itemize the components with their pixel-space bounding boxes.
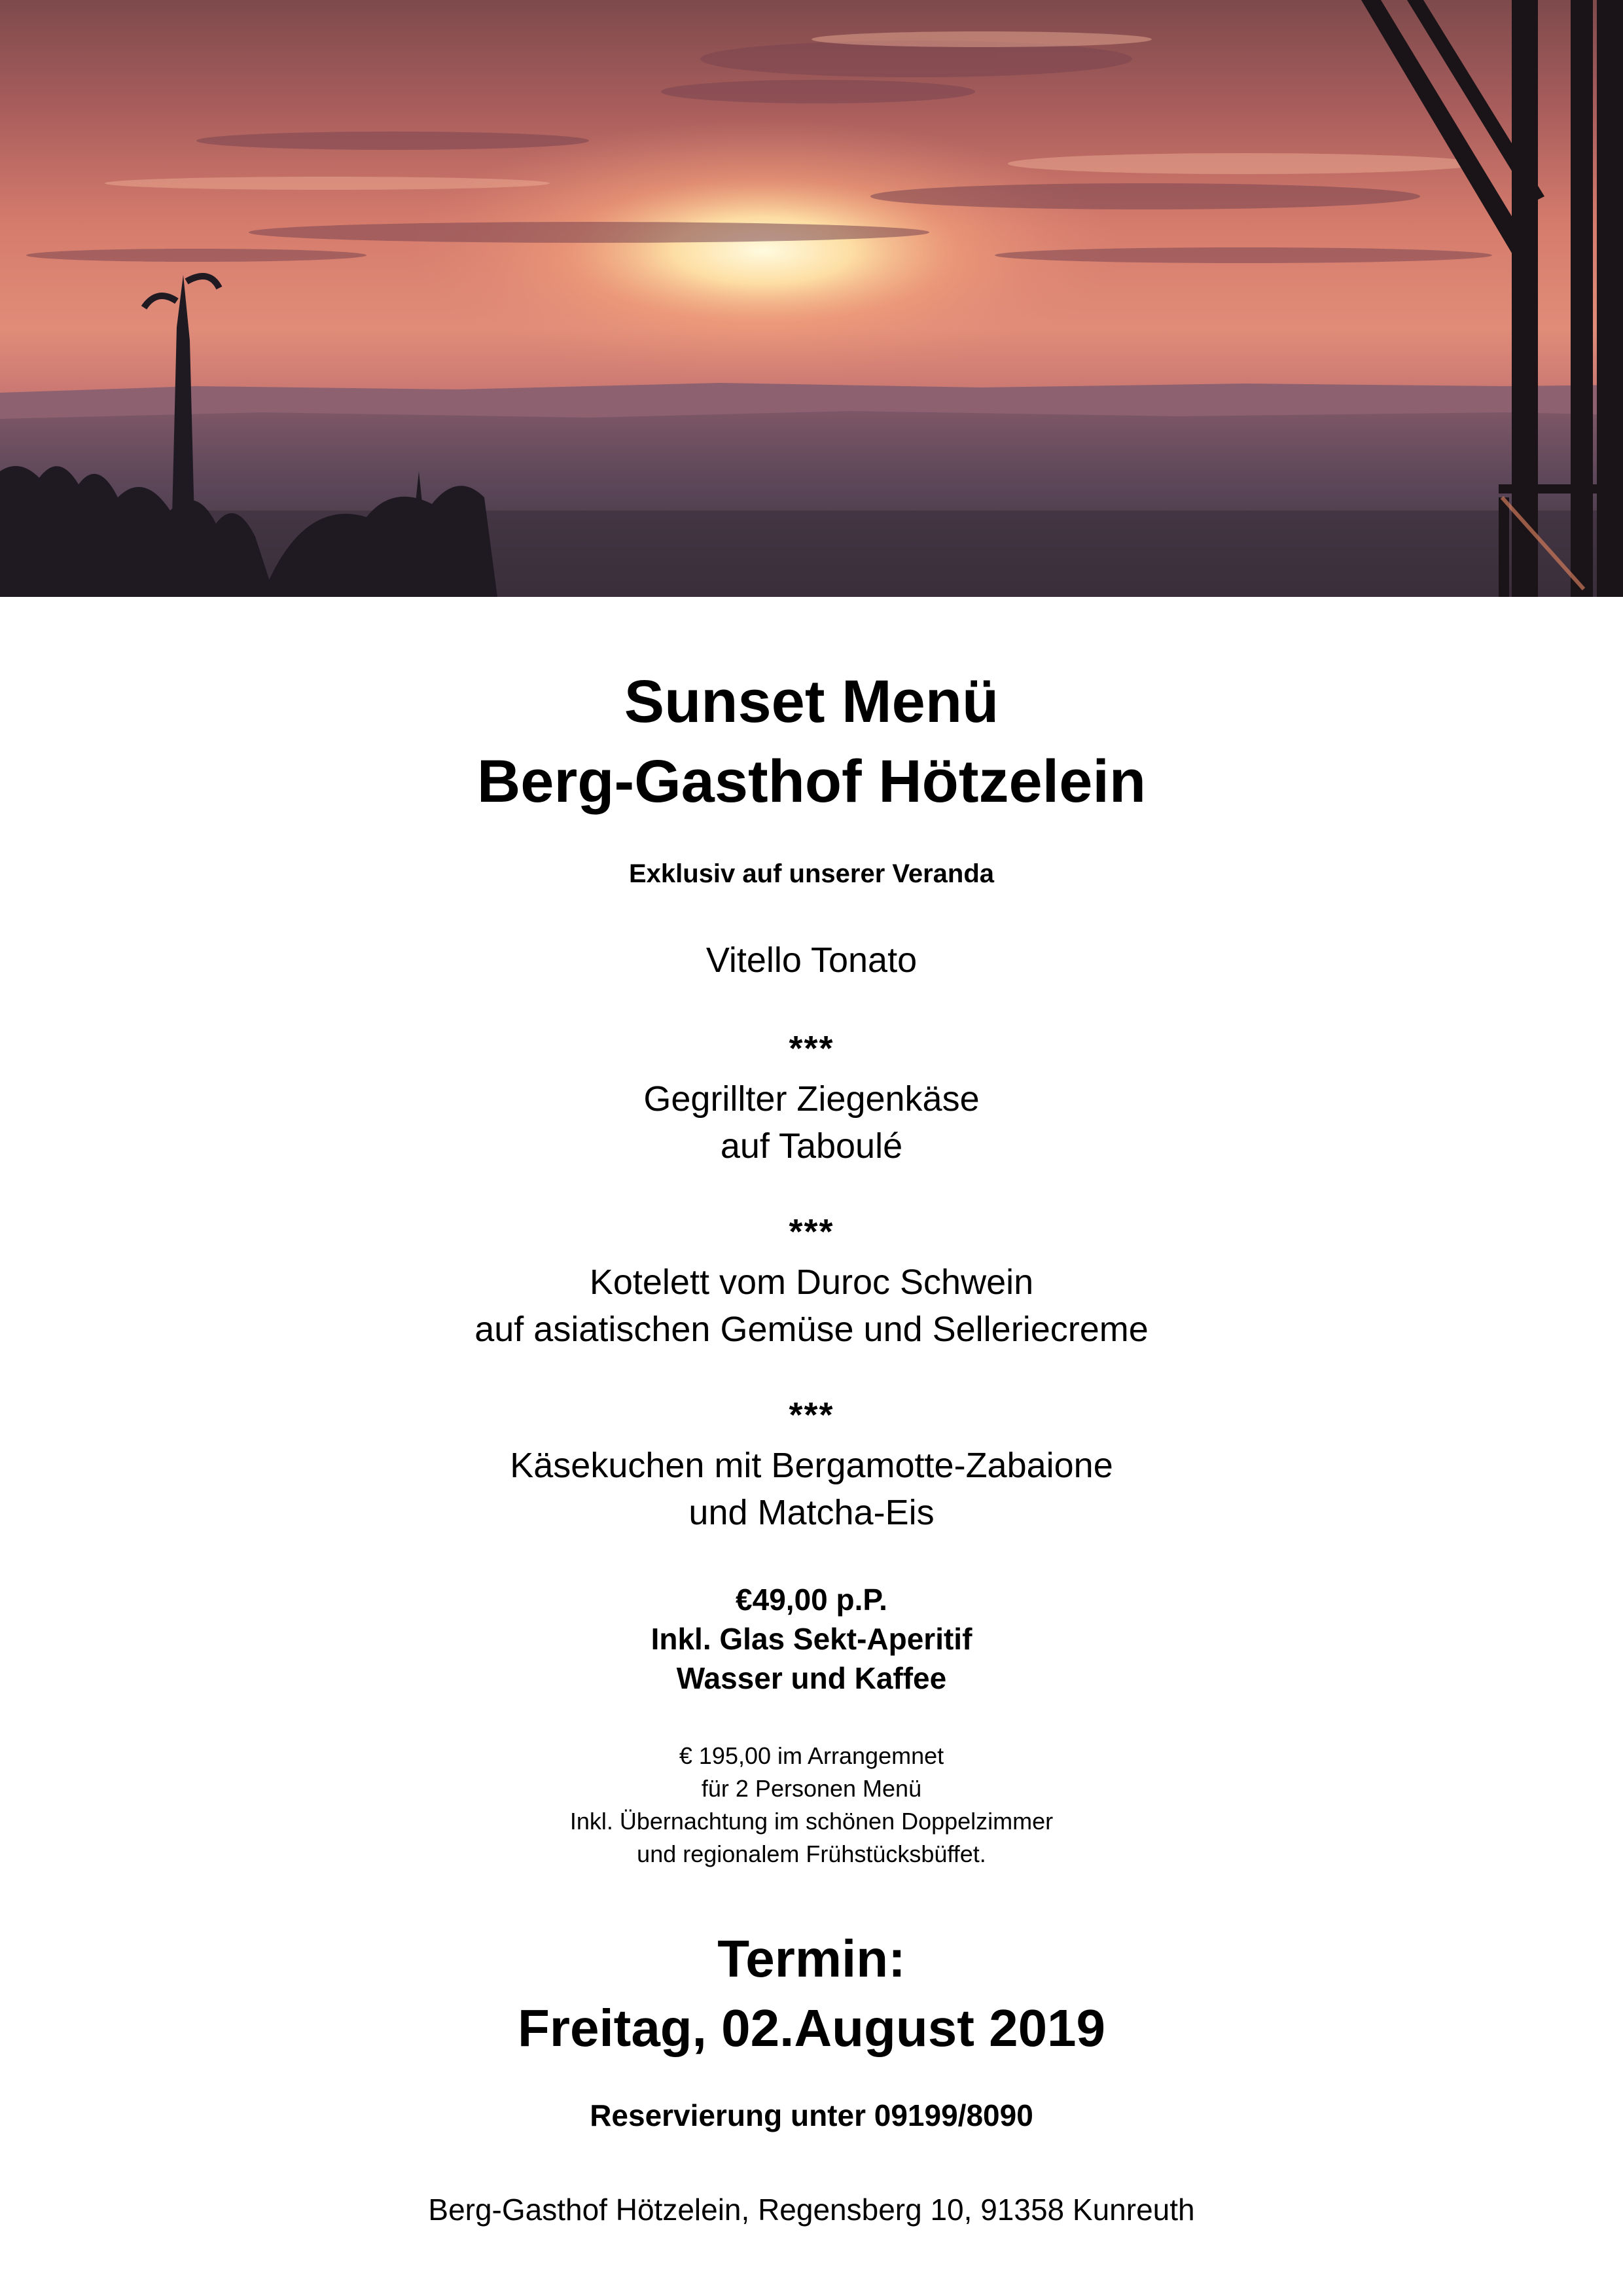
- course-separator: ***: [789, 1395, 834, 1435]
- reservation-phone: Reservierung unter 09199/8090: [590, 2098, 1033, 2132]
- price-includes-line-1: Inkl. Glas Sekt-Aperitif: [651, 1622, 972, 1656]
- hero-sunset-photo: [0, 0, 1623, 597]
- course-1-line-1: Vitello Tonato: [705, 941, 918, 980]
- termin-date: Freitag, 02.August 2019: [517, 1999, 1106, 2057]
- course-separator: ***: [789, 1212, 834, 1251]
- course-4-line-2: und Matcha-Eis: [688, 1493, 935, 1532]
- termin-label: Termin:: [717, 1929, 906, 1988]
- restaurant-address: Berg-Gasthof Hötzelein, Regensberg 10, 91358 Kunreuth: [428, 2193, 1195, 2227]
- course-2-line-2: auf Taboulé: [720, 1126, 903, 1166]
- menu-subtitle: Exklusiv auf unserer Veranda: [628, 859, 995, 888]
- course-3-line-1: Kotelett vom Duroc Schwein: [589, 1263, 1034, 1302]
- course-separator: ***: [789, 1029, 834, 1068]
- restaurant-name: Berg-Gasthof Hötzelein: [476, 748, 1147, 815]
- arrangement-line-3: Inkl. Übernachtung im schönen Doppelzimmer: [569, 1808, 1054, 1835]
- sunset-landscape-image: [0, 0, 1623, 597]
- price-includes-line-2: Wasser und Kaffee: [676, 1661, 947, 1695]
- course-4-line-1: Käsekuchen mit Bergamotte-Zabaione: [510, 1446, 1113, 1485]
- price-amount: €49,00 p.P.: [736, 1583, 887, 1617]
- arrangement-line-4: und regionalem Frühstücksbüffet.: [637, 1840, 986, 1867]
- menu-title: Sunset Menü: [624, 668, 999, 735]
- arrangement-line-1: € 195,00 im Arrangemnet: [679, 1742, 944, 1769]
- course-3-line-2: auf asiatischen Gemüse und Selleriecreme: [474, 1310, 1149, 1349]
- arrangement-line-2: für 2 Personen Menü: [701, 1775, 922, 1802]
- course-2-line-1: Gegrillter Ziegenkäse: [643, 1079, 980, 1119]
